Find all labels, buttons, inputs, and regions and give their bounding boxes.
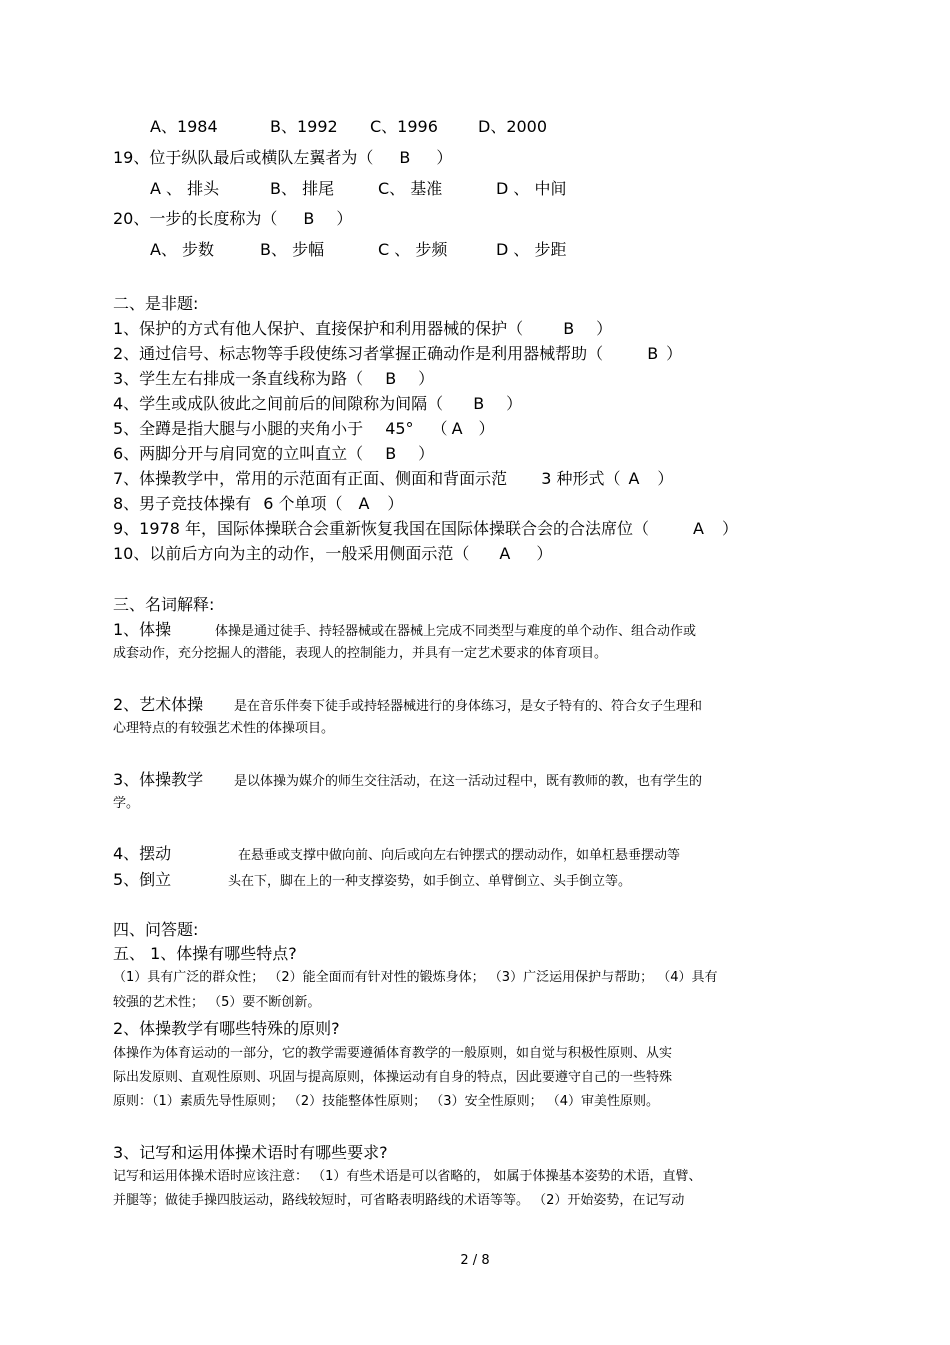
term-definition: 成套动作，充分挖掘人的潜能，表现人的控制能力，并具有一定艺术要求的体育项目。	[113, 646, 608, 661]
term-title: 2、艺术体操	[113, 695, 204, 714]
tf-item-close: ）	[387, 494, 404, 513]
term-definition: 体操是通过徒手、持轻器械或在器械上完成不同类型与难度的单个动作、组合动作或	[215, 624, 697, 639]
tf-item-answer: A	[628, 469, 640, 488]
tf-item-text: 1、保护的方式有他人保护、直接保护和利用器械的保护（	[113, 319, 524, 338]
term-title: 1、体操	[113, 620, 172, 639]
q19-option-b: B、 排尾	[270, 179, 335, 198]
q20-text: 20、一步的长度称为（	[113, 209, 278, 228]
q18-option-b: B、1992	[270, 117, 338, 136]
tf-item-text: 2、通过信号、标志物等手段使练习者掌握正确动作是利用器械帮助（	[113, 344, 604, 363]
qa-answer-line: 较强的艺术性； （5）要不断创新。	[113, 995, 321, 1010]
tf-item	[113, 396, 522, 412]
term-definition: 心理特点的有较强艺术性的体操项目。	[113, 721, 335, 736]
tf-item-text: 7、体操教学中，常用的示范面有正面、侧面和背面示范	[113, 469, 508, 488]
tf-item	[113, 321, 612, 337]
term-title: 5、倒立	[113, 870, 172, 889]
tf-item	[113, 546, 552, 562]
term-title: 3、体操教学	[113, 770, 204, 789]
tf-item-close: ）	[721, 519, 738, 538]
tf-item	[113, 421, 495, 437]
qa-answer-line: 际出发原则、直观性原则、巩固与提高原则，体操运动有自身的特点，因此要遵守自己的一些特殊	[113, 1070, 673, 1085]
terms-heading: 三、名词解释:	[113, 595, 215, 614]
tf-item-extra: 3 种形式（	[541, 469, 621, 488]
tf-item-text: 4、学生或成队彼此之间前后的间隙称为间隔（	[113, 394, 444, 413]
tf-item-close: ）	[418, 369, 435, 388]
qa-heading: 四、问答题:	[113, 920, 199, 939]
term-definition: 是以体操为媒介的师生交往活动，在这一活动过程中，既有教师的教，也有学生的	[234, 774, 703, 789]
tf-item-close: ）	[506, 394, 523, 413]
tf-item	[113, 471, 673, 487]
qa-answer-line: 原则：（1）素质先导性原则； （2）技能整体性原则； （3）安全性原则； （4）审美性原则。	[113, 1094, 659, 1109]
qa-question-title: 2、体操教学有哪些特殊的原则?	[113, 1019, 340, 1038]
term-definition: 在悬垂或支撑中做向前、向后或向左右钟摆式的摆动动作，如单杠悬垂摆动等	[238, 848, 681, 863]
tf-item-answer: B	[385, 444, 397, 463]
tf-item-text: 5、全蹲是指大腿与小腿的夹角小于	[113, 419, 364, 438]
tf-item-text: 8、男子竞技体操有	[113, 494, 252, 513]
tf-item-answer: A	[358, 494, 370, 513]
tf-item	[113, 346, 682, 362]
tf-item-close: ）	[666, 344, 683, 363]
q19-option-d: D 、 中间	[496, 179, 567, 198]
tf-heading: 二、是非题:	[113, 294, 199, 313]
tf-item-close: ）	[596, 319, 613, 338]
tf-item-answer: B	[563, 319, 575, 338]
tf-item-answer: B	[473, 394, 485, 413]
q18-option-a: A、1984	[150, 117, 218, 136]
q20-close: ）	[336, 209, 353, 228]
tf-item-answer: A	[499, 544, 511, 563]
term-definition: 学。	[113, 796, 140, 811]
tf-item-text: 6、两脚分开与肩同宽的立叫直立（	[113, 444, 364, 463]
tf-item-text: 9、1978 年，国际体操联合会重新恢复我国在国际体操联合会的合法席位（	[113, 519, 649, 538]
q19-option-a: A 、 排头	[150, 179, 220, 198]
tf-item	[113, 371, 434, 387]
q19-answer: B	[399, 148, 411, 167]
tf-item-answer: A	[451, 419, 463, 438]
q19-question	[113, 150, 452, 166]
qa-question-title: 3、记写和运用体操术语时有哪些要求?	[113, 1143, 388, 1162]
tf-item-close: ）	[478, 419, 495, 438]
q20-option-c: C 、 步频	[378, 240, 448, 259]
term-title: 4、摆动	[113, 844, 172, 863]
qa-answer-line: 并腿等；做徒手操四肢运动，路线较短时，可省略表明路线的术语等等。 （2）开始姿势，在记写动	[113, 1193, 685, 1208]
q18-option-c: C、1996	[370, 117, 438, 136]
qa-answer-line: 记写和运用体操术语时应该注意： （1）有些术语是可以省略的， 如属于体操基本姿势的术语，直臂、	[113, 1169, 702, 1184]
tf-item-answer: B	[647, 344, 659, 363]
tf-item-close: ）	[657, 469, 674, 488]
tf-item-text: 10、以前后方向为主的动作，一般采用侧面示范（	[113, 544, 470, 563]
q20-option-a: A、 步数	[150, 240, 215, 259]
tf-item-answer: B	[385, 369, 397, 388]
tf-item-close: ）	[536, 544, 553, 563]
q20-option-d: D 、 步距	[496, 240, 567, 259]
qa-answer-line: （1）具有广泛的群众性； （2）能全面而有针对性的锻炼身体； （3）广泛运用保护与帮助； （4）具有	[113, 970, 718, 985]
tf-item-paren: （	[431, 419, 448, 438]
qa-answer-line: 体操作为体育运动的一部分，它的教学需要遵循体育教学的一般原则，如自觉与积极性原则、从实	[113, 1046, 673, 1061]
tf-item-extra: 45°	[385, 419, 414, 438]
term-definition: 是在音乐伴奏下徒手或持轻器械进行的身体练习，是女子特有的、符合女子生理和	[234, 699, 703, 714]
tf-item-extra: 6 个单项（	[263, 494, 343, 513]
tf-item-close: ）	[418, 444, 435, 463]
q20-answer: B	[303, 209, 315, 228]
term-definition: 头在下，脚在上的一种支撑姿势，如手倒立、单臂倒立、头手倒立等。	[228, 874, 632, 889]
tf-item	[113, 521, 738, 537]
q19-text: 19、位于纵队最后或横队左翼者为（	[113, 148, 374, 167]
q20-question	[113, 211, 352, 227]
tf-item	[113, 446, 434, 462]
qa-question-title: 五、 1、体操有哪些特点?	[113, 944, 297, 963]
q20-option-b: B、 步幅	[260, 240, 325, 259]
tf-item-answer: A	[693, 519, 704, 538]
page-number: 2 / 8	[460, 1253, 490, 1268]
tf-item	[113, 496, 403, 512]
q18-option-d: D、2000	[478, 117, 548, 136]
q19-close: ）	[436, 148, 453, 167]
q19-option-c: C、 基准	[378, 179, 443, 198]
tf-item-text: 3、学生左右排成一条直线称为路（	[113, 369, 364, 388]
